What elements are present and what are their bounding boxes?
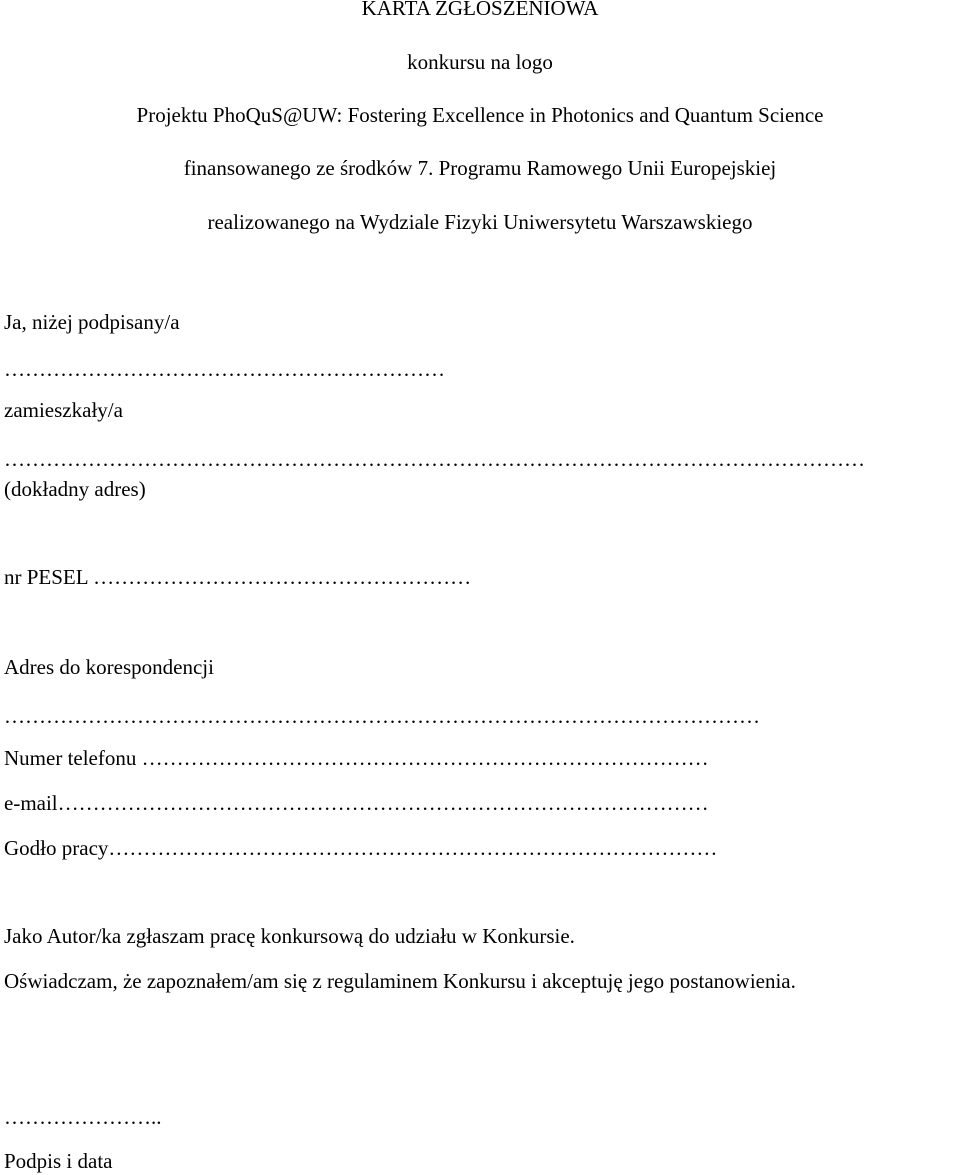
correspondence-field: ……………………………………………………………………………………………… xyxy=(4,704,760,728)
emblem-label: Godło pracy xyxy=(4,836,109,860)
signed-name-field: ……………………………………………………… xyxy=(4,357,445,381)
residence-label: zamieszkały/a xyxy=(4,398,123,422)
email-row xyxy=(4,793,709,814)
declaration-statement-2: Oświadczam, że zapoznałem/am się z regulaminem Konkursu i akceptuję jego postanowienia. xyxy=(4,969,796,993)
pesel-label: nr PESEL xyxy=(4,565,88,589)
funding-source: finansowanego ze środków 7. Programu Ramowego Unii Europejskiej xyxy=(183,156,777,180)
contest-subtitle: konkursu na logo xyxy=(407,50,553,74)
phone-row xyxy=(4,748,709,769)
project-name: Projektu PhoQuS@UW: Fostering Excellence in Photonics and Quantum Science xyxy=(136,103,824,127)
pesel-row xyxy=(4,567,471,588)
signed-label: Ja, niżej podpisany/a xyxy=(4,310,180,334)
form-title: KARTA ZGŁOSZENIOWA xyxy=(361,0,599,20)
correspondence-label: Adres do korespondencji xyxy=(4,655,214,679)
email-label: e-mail xyxy=(4,791,58,815)
declaration-statement-1: Jako Autor/ka zgłaszam pracę konkursową do udziału w Konkursie. xyxy=(4,924,575,948)
residence-field: …………………………………………………………………………………………………………… xyxy=(4,447,865,471)
faculty-info: realizowanego na Wydziale Fizyki Uniwersytetu Warszawskiego xyxy=(207,210,753,234)
address-hint: (dokładny adres) xyxy=(4,477,146,501)
phone-label: Numer telefonu xyxy=(4,746,137,770)
emblem-row xyxy=(4,838,717,859)
pesel-field: ……………………………………………… xyxy=(93,565,472,589)
signature-label: Podpis i data xyxy=(4,1149,113,1173)
phone-field: ……………………………………………………………………… xyxy=(141,746,709,770)
signature-field: ………………….. xyxy=(4,1105,162,1129)
email-field: ………………………………………………………………………………… xyxy=(57,791,709,815)
emblem-field: …………………………………………………………………………… xyxy=(108,836,718,860)
